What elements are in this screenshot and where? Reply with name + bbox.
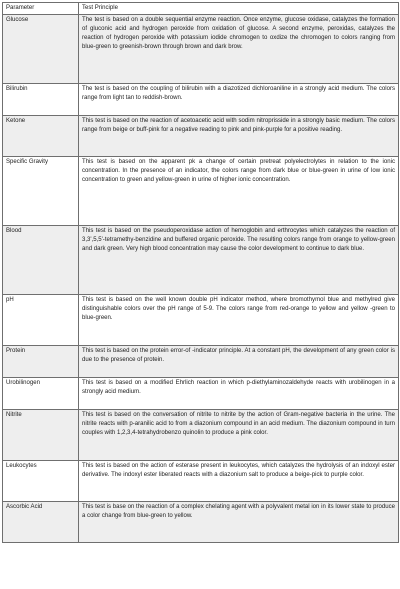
- principle-cell: This test is based on the apparent pk a change of certain pretreat polyelectrolytes in relation to the ionic concentration. In the presence of an indicator, the colors range from dark blue or blue-green in urine of low ionic concentration to green and yellow-green in urine of higher ionic concentration.: [79, 157, 399, 226]
- parameter-cell: Protein: [3, 346, 79, 378]
- parameter-cell: Nitrite: [3, 410, 79, 461]
- parameter-cell: Urobilinogen: [3, 378, 79, 410]
- table-row: [3, 410, 399, 461]
- table-row: [3, 378, 399, 410]
- principle-cell: This test is base on the reaction of a complex chelating agent with a polyvalent metal ion in its lower state to produce a color change from blue-green to yellow.: [79, 502, 399, 543]
- header-test-principle: Test Principle: [79, 3, 399, 15]
- table-row: [3, 15, 399, 84]
- parameter-cell: Ketone: [3, 116, 79, 157]
- table-row: [3, 461, 399, 502]
- principle-cell: This test is based on the reaction of acetoacetic acid with sodim nitroprisside in a strongly basic medium. The colors range from beige or buff-pink for a negative reading to pink and pink-purple for a positive reading.: [79, 116, 399, 157]
- test-principle-table: [2, 2, 399, 543]
- table-header-row: [3, 3, 399, 15]
- parameter-cell: pH: [3, 295, 79, 346]
- parameter-cell: Ascorbic Acid: [3, 502, 79, 543]
- parameter-cell: Blood: [3, 226, 79, 295]
- table-row: [3, 226, 399, 295]
- table-row: [3, 116, 399, 157]
- table-header: [3, 3, 399, 15]
- principle-cell: The test is based on a double sequential enzyme reaction. Once enzyme, glucose oxidase, catalyzes the formation of gluconic acid and hydrogen peroxide from oxidation of glucose. A second enzyme, peroxidas, catalyzes the reaction of hydrogen peroxide with potassium iodide chromogen to oxdize the chromogen to colors ranging from blue-green to greenish-brown through brown and dark brow.: [79, 15, 399, 84]
- table-row: [3, 157, 399, 226]
- parameter-cell: Bilirubin: [3, 84, 79, 116]
- principle-cell: This test is based on the well known double pH indicator method, where bromothymol blue and methylred give distinguishable colors over the pH range of 5-9. The colors range from red-orange to yellow and yellow -green to blue-green.: [79, 295, 399, 346]
- parameter-cell: Leukocytes: [3, 461, 79, 502]
- principle-cell: This test is based on the action of esterase present in leukocytes, which catalyzes the hydrolysis of an indoxyl ester derivative. The indoxyl ester liberated reacts with a diazonium salt to produce a beige-pick to purple color.: [79, 461, 399, 502]
- header-parameter: Parameter: [3, 3, 79, 15]
- table-row: [3, 84, 399, 116]
- parameter-cell: Specific Gravity: [3, 157, 79, 226]
- parameter-cell: Glucose: [3, 15, 79, 84]
- table-row: [3, 346, 399, 378]
- principle-cell: This test is based on the conversation of nitrite to nitrite by the action of Gram-negative bacteria in the urine. The nitrite reacts with p-aranilic acid to from a diazonium compound in an acid medium. The diazonium compound in turn couples with 1,2,3,4-tetrahydrobenzo quinolin to produce a pink color.: [79, 410, 399, 461]
- principle-cell: This test is based on the pseudoperoxidase action of hemoglobin and erthrocytes which catalyzes the reaction of 3,3',5,5'-tetramethy-benzidine and buffered organic peroxide. The resulting colors range from orange to yellow-green and dark green. Very high blood concentration may cause the color development to continue to dark blue.: [79, 226, 399, 295]
- principle-cell: This test is based on the protein error-of -indicator principle. At a constant pH, the development of any green color is due to the presence of protein.: [79, 346, 399, 378]
- table-row: [3, 502, 399, 543]
- principle-cell: The test is based on the coupling of bilirubin with a diazotized dichloroaniline in a strongly acid medium. The colors range from light tan to reddish-brown.: [79, 84, 399, 116]
- table-row: [3, 295, 399, 346]
- table-body: [3, 15, 399, 543]
- principle-cell: This test is based on a modified Ehrlich reaction in which p-diethylaminozaldehyde reacts with urobilinogen in a strongly acid medium.: [79, 378, 399, 410]
